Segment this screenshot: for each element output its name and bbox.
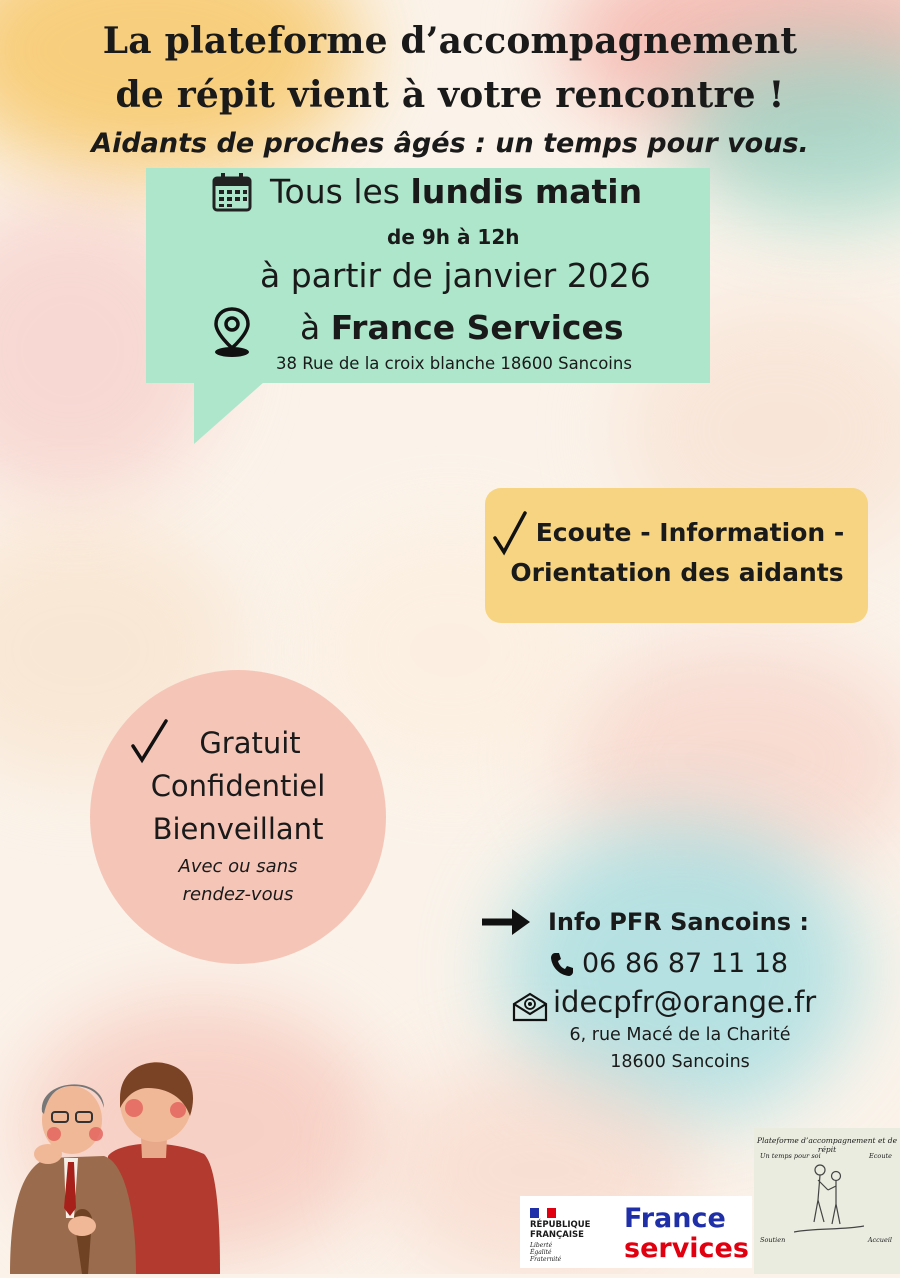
schedule-place-prefix: à: [300, 308, 321, 347]
email-icon: [512, 992, 548, 1026]
french-flag-icon: [530, 1208, 556, 1218]
pfr-logo-title: Plateforme d’accompagnement et de répit: [756, 1136, 898, 1154]
schedule-hours: de 9h à 12h: [387, 225, 520, 249]
schedule-place: [300, 308, 623, 347]
bubble-tail: [194, 382, 264, 448]
appointment-note-line-2: rendez-vous: [182, 884, 294, 905]
schedule-start: à partir de janvier 2026: [260, 256, 651, 295]
contact-address-line-2: 18600 Sancoins: [610, 1052, 750, 1072]
pfr-logo: [754, 1128, 900, 1274]
contact-email[interactable]: idecpfr@orange.fr: [553, 985, 817, 1019]
title-line-2: de répit vient à votre rencontre !: [115, 74, 785, 116]
contact-address: [530, 1022, 830, 1076]
republique-line-1: RÉPUBLIQUE: [530, 1220, 591, 1230]
arrow-right-icon: [480, 906, 532, 942]
contact-address-line-1: 6, rue Macé de la Charité: [569, 1025, 791, 1045]
title-line-1: La plateforme d’accompagnement: [102, 20, 798, 62]
feature-item-gratuit: Gratuit: [199, 726, 301, 760]
republique-line-2: FRANÇAISE: [530, 1230, 584, 1240]
france-services-line-2: services: [624, 1233, 749, 1264]
schedule-place-name: France Services: [330, 308, 624, 347]
feature-item-confidentiel: Confidentiel: [150, 769, 326, 803]
france-services-logo: [618, 1196, 752, 1268]
appointment-note-line-1: Avec ou sans: [178, 856, 298, 877]
republique-motto-3: Fraternité: [530, 1256, 562, 1263]
schedule-prefix: Tous les: [270, 172, 401, 211]
pfr-logo-bottom-left: Soutien: [760, 1236, 786, 1244]
republique-francaise-logo: [520, 1196, 618, 1268]
main-title: [0, 14, 900, 122]
calendar-icon: [212, 172, 252, 216]
features-list: [96, 722, 380, 909]
caregiver-illustration: [8, 1058, 238, 1278]
france-services-line-1: France: [624, 1203, 726, 1234]
republique-motto-2: Égalité: [530, 1249, 552, 1256]
republique-motto-1: Liberté: [530, 1242, 553, 1249]
services-line-1: Ecoute - Information -: [535, 518, 845, 547]
feature-item-bienveillant: Bienveillant: [152, 812, 324, 846]
schedule-day: [270, 172, 642, 211]
schedule-day-value: lundis matin: [410, 172, 643, 211]
walking-couple-icon: [794, 1160, 864, 1240]
contact-phone[interactable]: 06 86 87 11 18: [582, 948, 789, 979]
phone-icon: [550, 951, 574, 981]
services-line-2: Orientation des aidants: [510, 558, 844, 587]
contact-heading: Info PFR Sancoins :: [548, 908, 809, 936]
services-text: [494, 513, 860, 593]
schedule-address: 38 Rue de la croix blanche 18600 Sancoins: [276, 354, 632, 373]
subtitle: Aidants de proches âgés : un temps pour vous.: [91, 128, 809, 159]
location-pin-icon: [212, 306, 252, 362]
pfr-logo-right: Ecoute: [869, 1152, 892, 1160]
pfr-logo-bottom-right: Accueil: [867, 1236, 892, 1244]
appointment-note: [96, 853, 380, 909]
pfr-logo-left: Un temps pour soi: [760, 1152, 821, 1160]
